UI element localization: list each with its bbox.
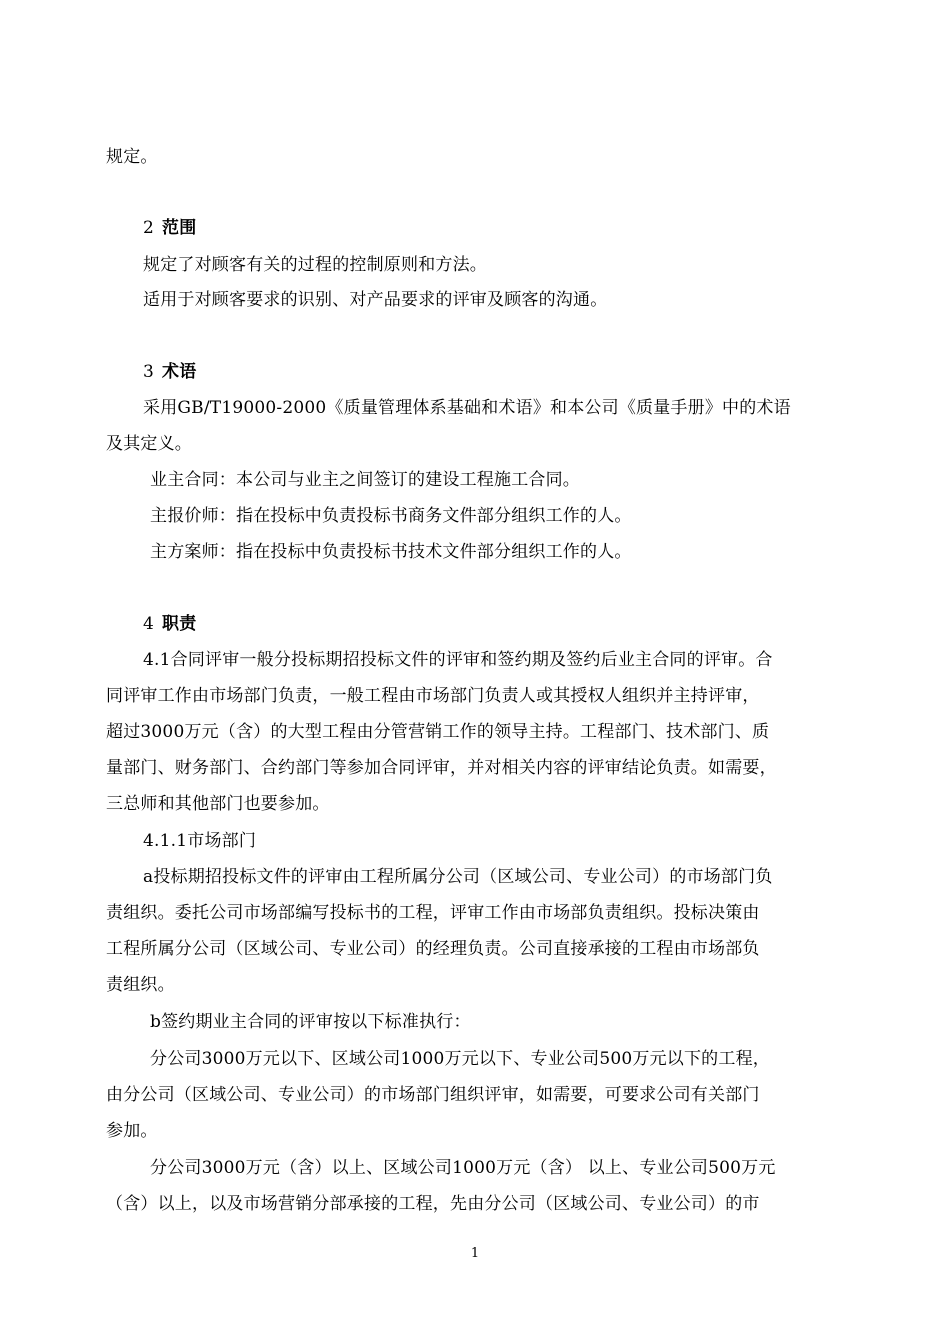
paragraph-line: 责组织。委托公司市场部编写投标书的工程，评审工作由市场部负责组织。投标决策由 (106, 903, 760, 923)
definition-line: 业主合同：本公司与业主之间签订的建设工程施工合同。 (150, 470, 580, 490)
paragraph-line: 及其定义。 (106, 434, 192, 454)
subsection-heading: 4.1.1市场部门 (143, 831, 257, 851)
paragraph-line: 采用GB/T19000-2000《质量管理体系基础和术语》和本公司《质量手册》中的术语 (143, 398, 791, 418)
section-title: 职责 (162, 614, 197, 634)
paragraph-line: 量部门、财务部门、合约部门等参加合同评审，并对相关内容的评审结论负责。如需要， (106, 758, 777, 778)
section-heading-terms (143, 361, 196, 383)
paragraph-line: 4.1合同评审一般分投标期招投标文件的评审和签约期及签约后业主合同的评审。合 (143, 650, 773, 670)
paragraph-line: 规定。 (106, 147, 158, 167)
section-number: 2 (143, 218, 155, 238)
section-number: 3 (143, 362, 155, 382)
paragraph-line: 参加。 (106, 1121, 158, 1141)
section-heading-scope (143, 217, 196, 239)
paragraph-line: 适用于对顾客要求的识别、对产品要求的评审及顾客的沟通。 (143, 290, 608, 310)
paragraph-line: 规定了对顾客有关的过程的控制原则和方法。 (143, 255, 487, 275)
paragraph-line: （含）以上，以及市场营销分部承接的工程，先由分公司（区域公司、专业公司）的市 (106, 1194, 760, 1214)
paragraph-line: 责组织。 (106, 975, 175, 995)
section-heading-responsibilities (143, 613, 196, 635)
paragraph-line: a投标期招投标文件的评审由工程所属分公司（区域公司、专业公司）的市场部门负 (143, 867, 773, 887)
paragraph-line: 工程所属分公司（区域公司、专业公司）的经理负责。公司直接承接的工程由市场部负 (106, 939, 760, 959)
paragraph-line: 同评审工作由市场部门负责，一般工程由市场部门负责人或其授权人组织并主持评审， (106, 686, 760, 706)
definition-line: 主方案师：指在投标中负责投标书技术文件部分组织工作的人。 (150, 542, 632, 562)
page-number: 1 (470, 1246, 480, 1261)
paragraph-line: 超过3000万元（含）的大型工程由分管营销工作的领导主持。工程部门、技术部门、质 (106, 722, 770, 742)
section-number: 4 (143, 614, 155, 634)
paragraph-line: 由分公司（区域公司、专业公司）的市场部门组织评审，如需要，可要求公司有关部门 (106, 1085, 760, 1105)
paragraph-line: 三总师和其他部门也要参加。 (106, 794, 330, 814)
section-title: 范围 (162, 218, 197, 238)
paragraph-line: 分公司3000万元（含）以上、区域公司1000万元（含） 以上、专业公司500万元 (150, 1158, 776, 1178)
paragraph-line: 分公司3000万元以下、区域公司1000万元以下、专业公司500万元以下的工程， (150, 1049, 770, 1069)
section-title: 术语 (162, 362, 197, 382)
definition-line: 主报价师：指在投标中负责投标书商务文件部分组织工作的人。 (150, 506, 632, 526)
paragraph-line: b签约期业主合同的评审按以下标准执行： (150, 1012, 471, 1032)
